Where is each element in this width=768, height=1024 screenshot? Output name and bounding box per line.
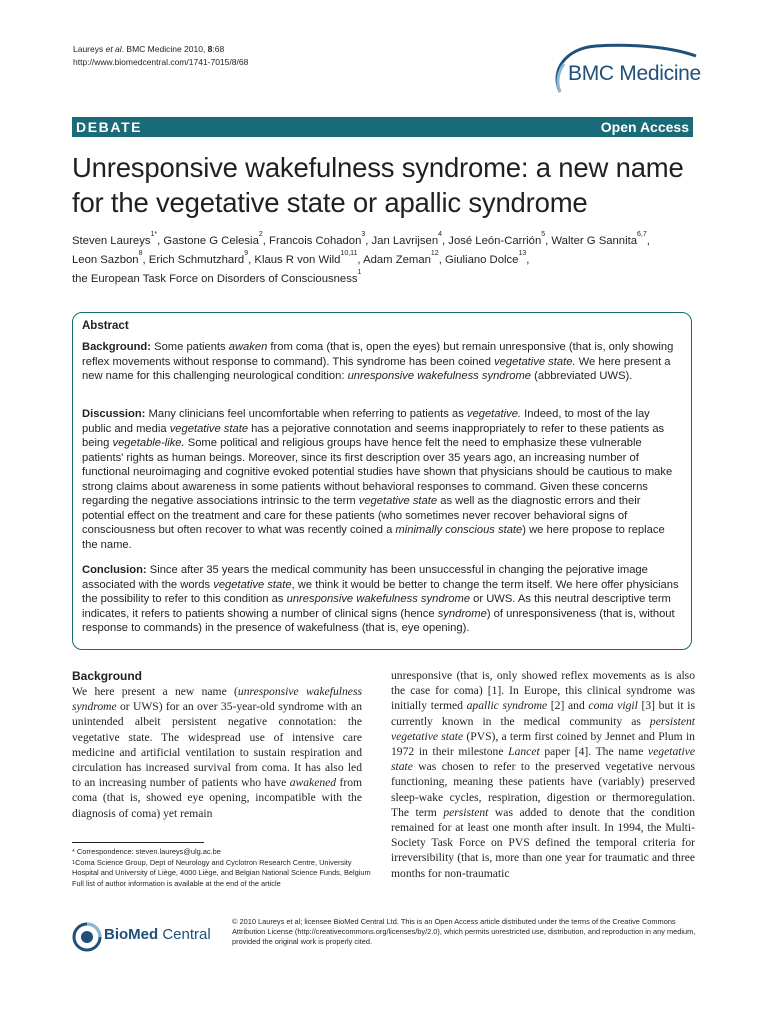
- abstract-box: [72, 312, 692, 650]
- abstract-discussion: Discussion: Many clinicians feel uncomfortable when referring to patients as vegetative. Indeed, to most of the lay public and media vegetative state has a pejorative connotation and seems inappropriately to refer to these patients as being vegetable-like. Some political and religious groups have hence felt the need to emphasize these vulnerable patients' rights as human beings. Moreover, since its first description over 35 years ago, an increasing number of functional neuroimaging and cognitive evoked potential studies have shown that physicians should be cautious to make strong claims about awareness in some patients without behavioral responses to command. Given these concerns regarding the negative associations intrinsic to the term vegetative state as well as the diagnostic errors and their potential effect on the treatment and care for these patients (who sometimes never recover behavioral signs of consciousness but often recover to what was recently coined a minimally conscious state) we here propose to replace the name.: [82, 408, 673, 551]
- section-heading-background: Background: [72, 669, 143, 683]
- open-access-label: Open Access: [600, 119, 689, 135]
- author: Klaus R von Wild$^{10,11}$,: [254, 250, 364, 266]
- author: Steven Laureys$^{1*}$,: [72, 231, 164, 247]
- bmc-medicine-logo: [548, 42, 701, 102]
- full-author-info-note: Full list of author information is available at the end of the article: [72, 878, 281, 888]
- author: Jan Lavrijsen$^4$,: [371, 231, 449, 247]
- body-column-right: [391, 668, 695, 881]
- abstract-heading: Abstract: [82, 320, 129, 332]
- footnotes: [72, 847, 372, 889]
- biomed-central-wordmark: BioMed Central: [104, 926, 211, 943]
- license-statement: © 2010 Laureys et al; licensee BioMed Central Ltd. This is an Open Access article distributed under the terms of the Creative Commons Attribution License (http://creativecommons.org/licenses/by/2.0), which permits unrestricted use, distribution, and reproduction in any medium, provided the original work is properly cited.: [232, 917, 696, 947]
- abstract-background: Background: Some patients awaken from coma (that is, open the eyes) but remain unresponsive (that is, only showing reflex movements without response to command). This syndrome has been coined vegetative state. We here present a new name for this challenging neurological condition: unresponsive wakefulness syndrome (abbreviated UWS).: [82, 341, 674, 382]
- abstract-conclusion: Conclusion: Since after 35 years the medical community has been unsuccessful in changing the pejorative image associated with the words vegetative state, we think it would be better to change the term itself. We here offer physicians the possibility to refer to this condition as unresponsive wakefulness syndrome or UWS. As this neutral descriptive term indicates, it refers to patients showing a number of clinical signs (hence syndrome) of unresponsiveness (that is, without response to commands) in the presence of wakefulness (that is, eye opening).: [82, 564, 679, 634]
- citation-line: Laureys et al. BMC Medicine 2010, 8:68: [73, 44, 225, 54]
- author: Adam Zeman$^{12}$,: [363, 250, 445, 266]
- footnote-divider: [72, 842, 204, 843]
- author: Gastone G Celesia$^2$,: [163, 231, 270, 247]
- body-paragraph: unresponsive (that is, only showed reflex movements as is also the case for coma) [1]. In Europe, this clinical syndrome was initially termed apallic syndrome [2] and coma vigil [3] but it is currently known in the medical community as persistent vegetative state (PVS), a term first coined by Jennet and Plum in 1972 in their milestone Lancet paper [4]. The name vegetative state was chosen to refer to the preserved vegetative nervous functioning, meaning these patients have (variably) preserved sleep-wake cycles, respiration, digestion or thermoregulation. The term persistent was added to denote that the condition remained for at least one month after insult. In 1994, the Multi-Society Task Force on PVS defined the temporal criteria for irreversibility (that is, more than one year for traumatic and three months for non-traumatic: [391, 669, 696, 880]
- citation-block: [73, 43, 248, 69]
- author: José León-Carrión$^5$,: [448, 231, 552, 247]
- journal-logo-text: BMC Medicine: [568, 62, 701, 85]
- author: Leon Sazbon$^8$,: [72, 250, 149, 266]
- author: Walter G Sannita$^{6,7}$,: [551, 231, 650, 247]
- biomed-central-logo: [72, 918, 222, 954]
- body-paragraph: We here present a new name (unresponsive wakefulness syndrome or UWS) for an over 35-year-old syndrome with an unintended albeit persistent negative connotation: the vegetative state. The widespread use of intensive care medicine and artificial ventilation to sustain respiration and circulation has increased survival from coma. It has also led to an increasing number of patients who have awakened from coma (that is, showed eye opening, incompatible with the diagnosis of coma) yet remain: [72, 685, 363, 820]
- article-type-banner: [72, 117, 693, 137]
- correspondence-note: * Correspondence: steven.laureys@ulg.ac.be: [72, 847, 221, 856]
- article-type-label: DEBATE: [76, 119, 143, 135]
- body-column-left: [72, 668, 362, 821]
- author: Erich Schmutzhard$^9$,: [148, 250, 255, 266]
- author: the European Task Force on Disorders of Consciousness$^1$: [72, 269, 362, 285]
- article-url[interactable]: http://www.biomedcentral.com/1741-7015/8/68: [73, 57, 249, 67]
- author: Francois Cohadon$^3$,: [269, 231, 372, 247]
- author-list: [72, 232, 712, 289]
- biomed-central-logo-icon: [72, 922, 102, 952]
- article-title: Unresponsive wakefulness syndrome: a new name for the vegetative state or apallic syndrome: [72, 152, 684, 218]
- author: Giuliano Dolce$^{13}$,: [444, 250, 530, 266]
- affiliation-note: $^1$Coma Science Group, Dept of Neurology and Cyclotron Research Centre, University Hospital and University of Liège, 4000 Liège, and Belgian National Science Funds, Belgium: [72, 857, 371, 878]
